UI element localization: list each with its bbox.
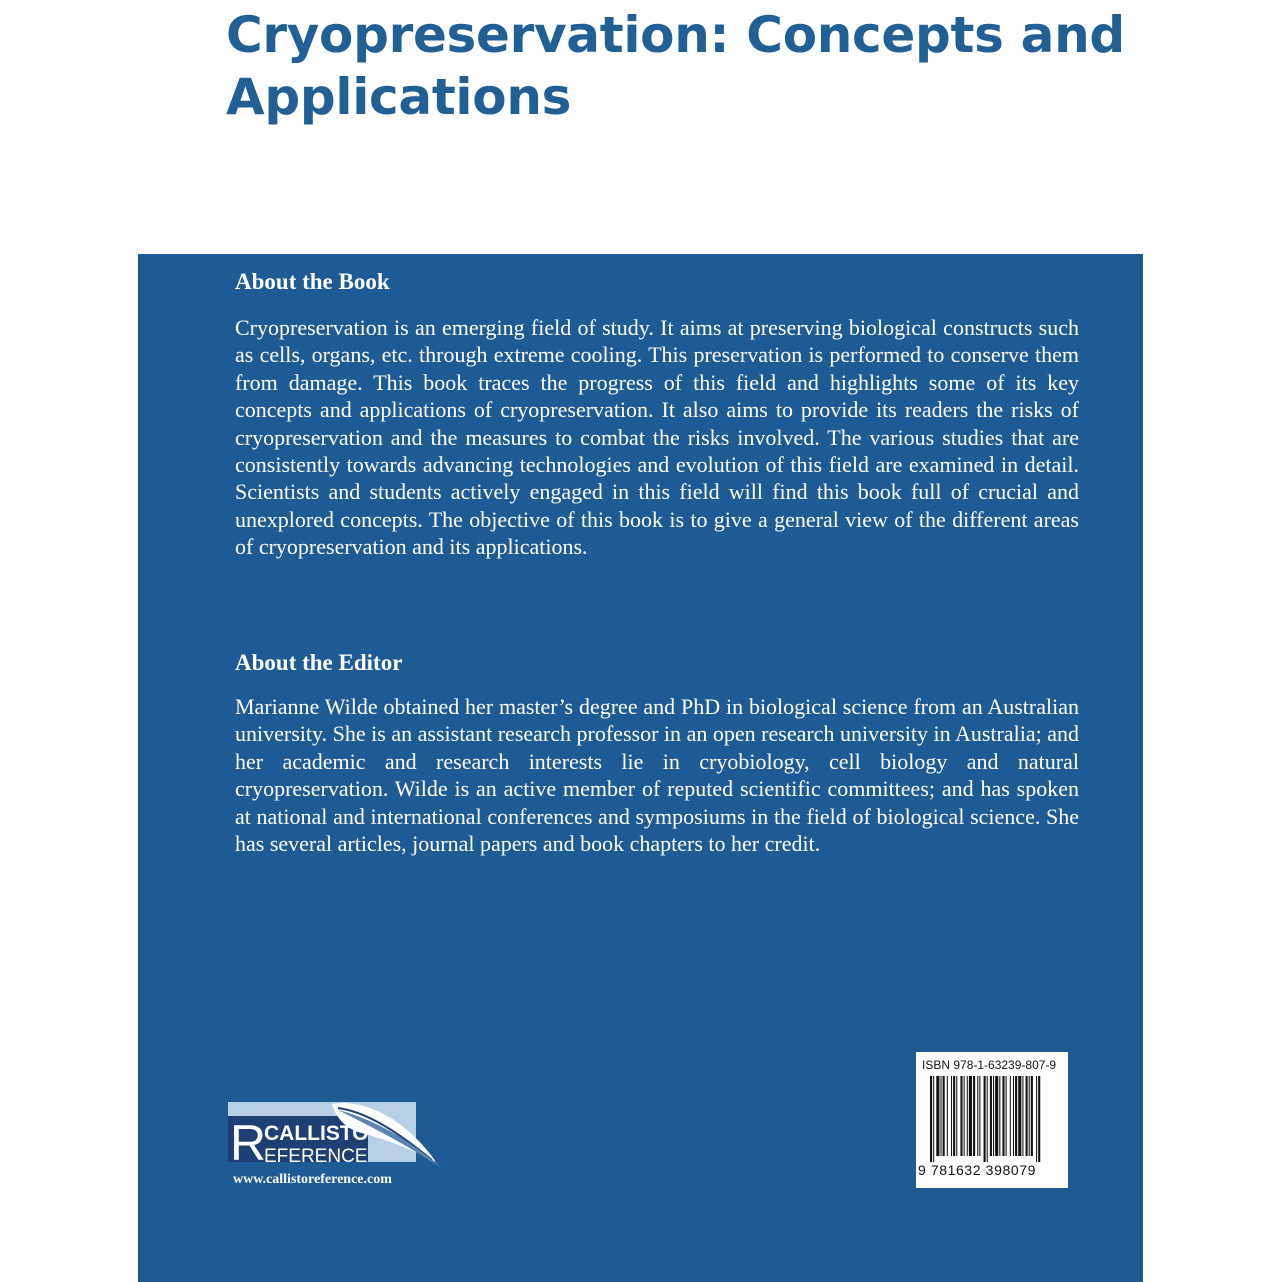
barcode-bar [990, 1076, 992, 1156]
barcode-bar [1015, 1076, 1017, 1156]
barcode-bars [930, 1076, 1056, 1162]
barcode-bar [936, 1076, 939, 1156]
about-book-section [235, 268, 1079, 561]
about-book-heading: About the Book [235, 269, 390, 294]
barcode-bar [973, 1076, 975, 1156]
logo-word-eference: EFERENCE [264, 1146, 368, 1167]
barcode-bar [1038, 1076, 1040, 1162]
barcode-bar [1006, 1076, 1007, 1156]
barcode-bar [999, 1076, 1000, 1156]
barcode-bar [977, 1076, 978, 1156]
isbn-label: ISBN 978-1-63239-807-9 [922, 1058, 1057, 1072]
barcode-bar [967, 1076, 968, 1156]
barcode-bar [933, 1076, 934, 1162]
about-book-text: Cryopreservation is an emerging field of study. It aims at preserving biological constructs such as cells, organs, etc. through extreme cooling. This preservation is performed to conserve them from damage. This book traces the progress of this field and highlights some of its key concepts and applications of cryopreservation. It also aims to provide its readers the risks of cryopreservation and the measures to combat the risks involved. The various studies that are consistently towards advancing technologies and evolution of this field are examined in detail. Scientists and students actively engaged in this field will find this book full of crucial and unexplored concepts. The objective of this book is to give a general view of the different areas of cryopreservation and its applications. [235, 315, 1079, 560]
barcode-bar [1029, 1076, 1030, 1156]
barcode-bar [1018, 1076, 1021, 1156]
barcode-bar [953, 1076, 955, 1156]
logo-letter-r: R [230, 1115, 267, 1171]
barcode-bar [987, 1076, 988, 1162]
barcode-bar [995, 1076, 998, 1156]
about-editor-text: Marianne Wilde obtained her master’s degree and PhD in biological science from an Australian university. She is an assistant research professor in an open research university in Australia; and her academic and research interests lie in cryobiology, cell biology and natural cryopreservation. Wilde is an active member of reputed scientific committees; and has spoken at national and international conferences and symposiums in the field of biological science. She has several articles, journal papers and book chapters to her credit. [235, 694, 1079, 857]
isbn-digits: 9 781632 398079 [918, 1162, 1036, 1178]
barcode-bar [947, 1076, 948, 1156]
isbn-barcode [916, 1052, 1068, 1188]
barcode-bar [941, 1076, 942, 1156]
barcode-bar [1013, 1076, 1014, 1156]
barcode-bar [943, 1076, 945, 1156]
barcode-bar [1010, 1076, 1011, 1156]
barcode-bar [951, 1076, 952, 1156]
barcode-bar [1031, 1076, 1033, 1156]
barcode-bar [930, 1076, 932, 1162]
book-title: Cryopreservation: Concepts and Applications [226, 6, 1125, 126]
barcode-bar [993, 1076, 994, 1156]
barcode-bar [964, 1076, 965, 1156]
barcode-bar [1022, 1076, 1023, 1156]
about-editor-section [235, 649, 1079, 857]
back-cover-panel [138, 254, 1143, 1282]
barcode-bar [956, 1076, 957, 1156]
barcode-bar [969, 1076, 972, 1156]
barcode-bar [979, 1076, 980, 1156]
barcode-bar [1036, 1076, 1037, 1162]
barcode-bar [1002, 1076, 1004, 1156]
barcode-bar [960, 1076, 962, 1156]
publisher-url: www.callistoreference.com [233, 1172, 392, 1187]
logo-word-callisto: CALLISTO [264, 1122, 369, 1145]
about-editor-heading: About the Editor [235, 650, 403, 675]
barcode-bar [984, 1076, 986, 1162]
barcode-bar [1026, 1076, 1028, 1156]
